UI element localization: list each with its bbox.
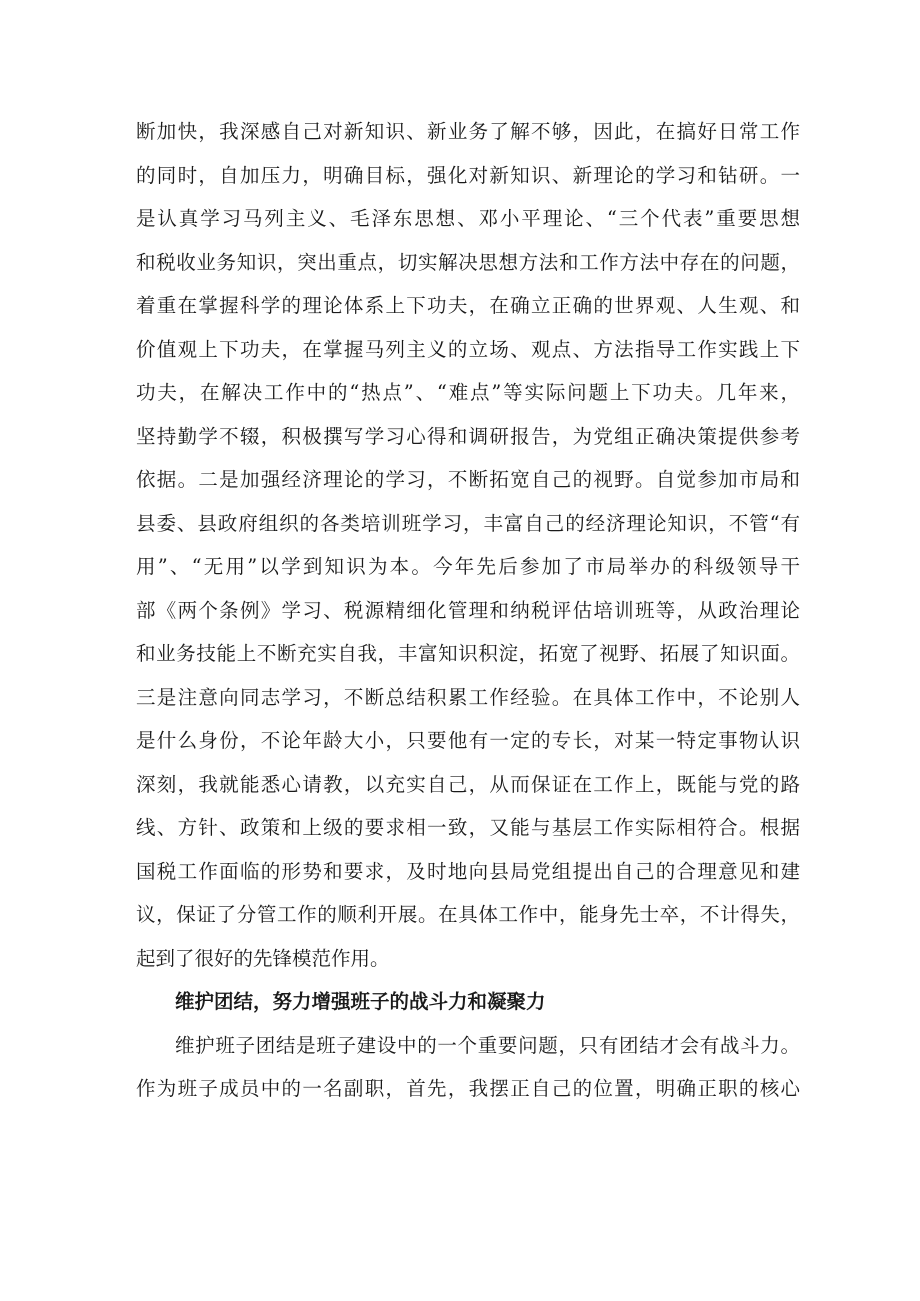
paragraph-line: 维护班子团结是班子建设中的一个重要问题，只有团结才会有战斗力。 <box>175 1033 800 1057</box>
paragraph-line: 用”、“无用”以学到知识为本。今年先后参加了市局举办的科级领导干 <box>136 555 800 578</box>
paragraph-line: 价值观上下功夫，在掌握马列主义的立场、观点、方法指导工作实践上下 <box>136 337 800 361</box>
paragraph-line: 是认真学习马列主义、毛泽东思想、邓小平理论、“三个代表”重要思想 <box>136 207 800 230</box>
paragraph-line: 的同时，自加压力，明确目标，强化对新知识、新理论的学习和钻研。一 <box>136 163 800 187</box>
paragraph-line: 三是注意向同志学习，不断总结积累工作经验。在具体工作中，不论别人 <box>136 685 800 709</box>
paragraph-line: 断加快，我深感自己对新知识、新业务了解不够，因此，在搞好日常工作 <box>136 120 800 143</box>
paragraph-line: 坚持勤学不辍，积极撰写学习心得和调研报告，为党组正确决策提供参考 <box>136 424 800 448</box>
paragraph-line: 起到了很好的先锋模范作用。 <box>136 946 390 970</box>
paragraph-line: 功夫，在解决工作中的“热点”、“难点”等实际问题上下功夫。几年来， <box>136 381 800 404</box>
paragraph-line: 作为班子成员中的一名副职，首先，我摆正自己的位置，明确正职的核心 <box>136 1077 800 1100</box>
document-body <box>136 110 800 1111</box>
paragraph-unity <box>136 1024 800 1111</box>
paragraph-line: 县委、县政府组织的各类培训班学习，丰富自己的经济理论知识，不管“有 <box>136 511 800 535</box>
paragraph-line: 部《两个条例》学习、税源精细化管理和纳税评估培训班等，从政治理论 <box>136 598 800 622</box>
paragraph-line: 着重在掌握科学的理论体系上下功夫，在确立正确的世界观、人生观、和 <box>136 294 800 317</box>
paragraph-line: 线、方针、政策和上级的要求相一致，又能与基层工作实际相符合。根据 <box>136 816 800 839</box>
paragraph-line: 深刻，我就能悉心请教，以充实自己，从而保证在工作上，既能与党的路 <box>136 772 800 796</box>
paragraph-line: 是什么身份，不论年龄大小，只要他有一定的专长，对某一特定事物认识 <box>136 729 800 752</box>
section-heading: 维护团结，努力增强班子的战斗力和凝聚力 <box>175 990 546 1013</box>
paragraph-line: 和业务技能上不断充实自我，丰富知识积淀，拓宽了视野、拓展了知识面。 <box>136 642 800 665</box>
paragraph-line: 依据。二是加强经济理论的学习，不断拓宽自己的视野。自觉参加市局和 <box>136 468 800 491</box>
paragraph-line: 议，保证了分管工作的顺利开展。在具体工作中，能身先士卒，不计得失， <box>136 903 800 926</box>
paragraph-study <box>136 110 800 980</box>
paragraph-line: 国税工作面临的形势和要求，及时地向县局党组提出自己的合理意见和建 <box>136 859 800 883</box>
paragraph-line: 和税收业务知识，突出重点，切实解决思想方法和工作方法中存在的问题， <box>136 250 800 274</box>
